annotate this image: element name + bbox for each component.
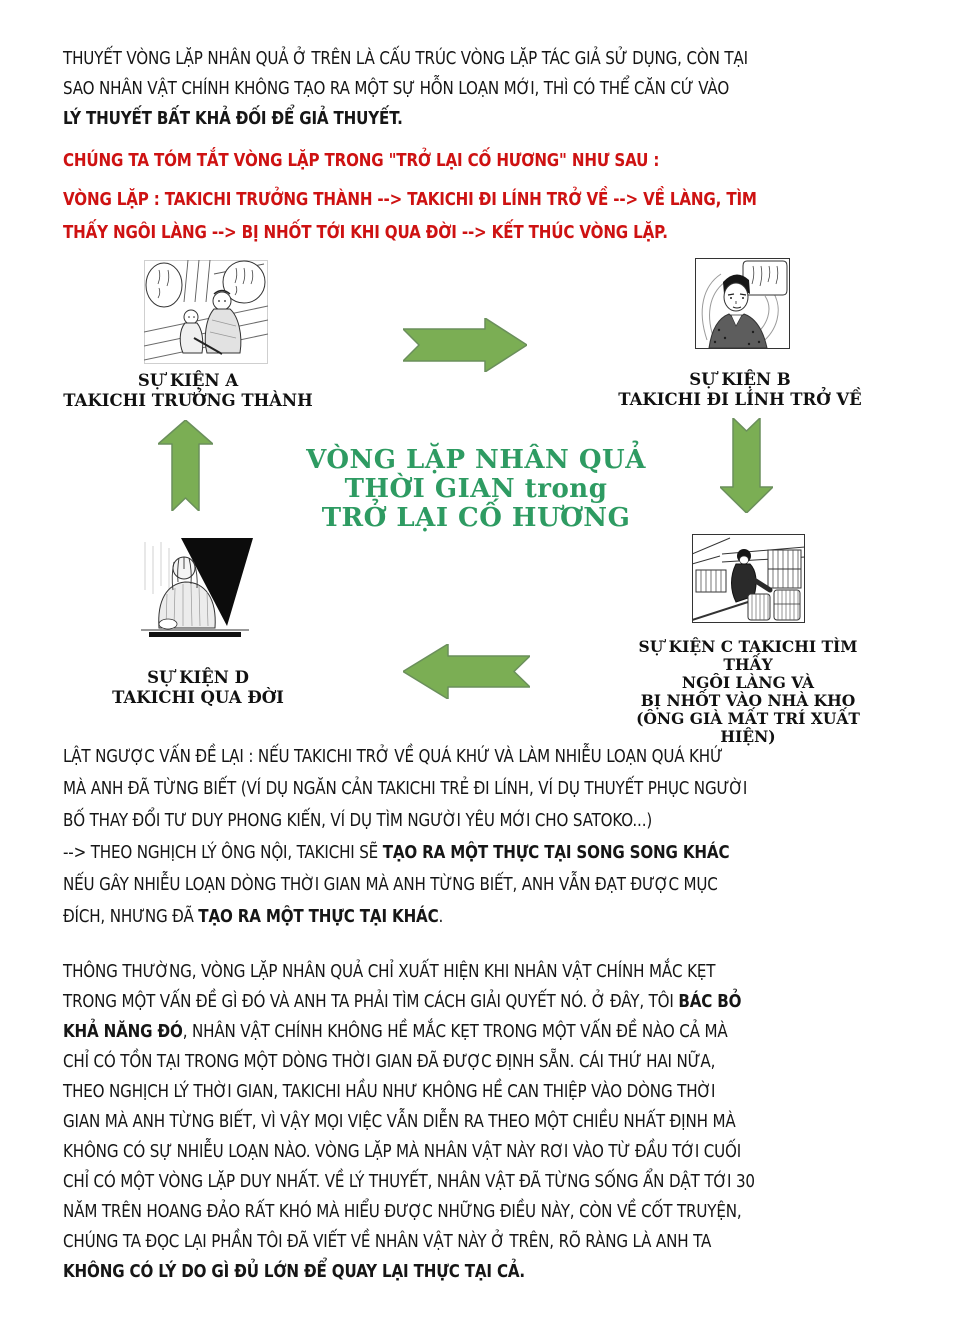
panel-c-image bbox=[692, 534, 805, 623]
panel-a-image bbox=[144, 260, 268, 364]
red-loop-paragraph: VÒNG LẶP : TAKICHI TRƯỞNG THÀNH --> TAKICHI ĐI LÍNH TRỞ VỀ --> VỀ LÀNG, TÌM THẤY NGÔI LÀNG --> BỊ NHỐT TỚI KHI QUA ĐỜI --> KẾT THÚC VÒNG LẶP. bbox=[63, 189, 757, 243]
causal-loop-diagram bbox=[0, 252, 960, 746]
panel-b-image bbox=[695, 258, 790, 349]
diagram-title: VÒNG LẶP NHÂN QUẢ THỜI GIAN trong TRỞ LẠI CỐ HƯƠNG bbox=[306, 445, 646, 533]
analysis-paragraph: THÔNG THƯỜNG, VÒNG LẶP NHÂN QUẢ CHỈ XUẤT HIỆN KHI NHÂN VẬT CHÍNH MẮC KẸT TRONG MỘT VẤN ĐỀ GÌ ĐÓ VÀ ANH TA PHẢI TÌM CÁCH GIẢI QUYẾT NÓ. Ở ĐÂY, TÔI BÁC BỎ KHẢ NĂNG ĐÓ, NHÂN VẬT CHÍNH KHÔNG HỀ MẮC KẸT TRONG MỘT VẤN ĐỀ NÀO CẢ MÀ CHỈ CÓ TỒN TẠI TRONG MỘT DÒNG THỜI GIAN ĐÃ ĐƯỢC ĐỊNH SẴN. CÁI THỨ HAI NỮA, THEO NGHỊCH LÝ THỜI GIAN, TAKICHI HẦU NHƯ KHÔNG HỀ CAN THIỆP VÀO DÒNG THỜI GIAN MÀ ANH TỪNG BIẾT, VÌ VẬY MỌI VIỆC VẪN DIỄN RA THEO MỘT CHIỀU NHẤT ĐỊNH MÀ KHÔNG CÓ SỰ NHIỄU LOẠN NÀO. VÒNG LẶP MÀ NHÂN VẬT NÀY RƠI VÀO TỪ ĐẦU TỚI CUỐI CHỈ CÓ MỘT VÒNG LẶP DUY NHẤT. VỀ LÝ THUYẾT, NHÂN VẬT ĐÃ TỪNG SỐNG ẨN DẬT TỚI 30 NĂM TRÊN HOANG ĐẢO RẤT KHÓ MÀ HIỂU ĐƯỢC NHỮNG ĐIỀU NÀY, CÒN VỀ CỐT TRUYỆN, CHÚNG TA ĐỌC LẠI PHẦN TÔI ĐÃ VIẾT VỀ NHÂN VẬT NÀY Ở TRÊN, RÕ RÀNG LÀ ANH TA KHÔNG CÓ LÝ DO GÌ ĐỦ LỚN ĐỂ QUAY LẠI THỰC TẠI CẢ. bbox=[63, 961, 755, 1282]
event-b-caption: SỰ KIỆN B TAKICHI ĐI LÍNH TRỞ VỀ bbox=[618, 370, 862, 409]
baskets bbox=[748, 590, 800, 620]
lattice-window-left bbox=[696, 570, 726, 592]
lattice-window-right bbox=[768, 550, 801, 588]
takichi-face bbox=[723, 274, 750, 311]
arrow-left-icon bbox=[403, 644, 530, 699]
reverse-paragraph: LẬT NGƯỢC VẤN ĐỀ LẠI : NẾU TAKICHI TRỞ VỀ QUÁ KHỨ VÀ LÀM NHIỄU LOẠN QUÁ KHỨ MÀ ANH ĐÃ TỪNG BIẾT (VÍ DỤ NGĂN CẢN TAKICHI TRẺ ĐI LÍNH, VÍ DỤ THUYẾT PHỤC NGƯỜI BỐ THAY ĐỔI TƯ DUY PHONG KIẾN, VÍ DỤ TÌM NGƯỜI YÊU MỚI CHO SATOKO...) --> THEO NGHỊCH LÝ ÔNG NỘI, TAKICHI SẼ TẠO RA MỘT THỰC TẠI SONG SONG KHÁC NẾU GÂY NHIỄU LOẠN DÒNG THỜI GIAN MÀ ANH TỪNG BIẾT, ANH VẪN ĐẠT ĐƯỢC MỤC ĐÍCH, NHƯNG ĐÃ TẠO RA MỘT THỰC TẠI KHÁC. bbox=[63, 746, 748, 927]
event-d-caption: SỰ KIỆN D TAKICHI QUA ĐỜI bbox=[112, 668, 284, 707]
floor-bar bbox=[149, 632, 241, 637]
red-heading: CHÚNG TA TÓM TẮT VÒNG LẶP TRONG "TRỞ LẠI CỐ HƯƠNG" NHƯ SAU : bbox=[63, 150, 660, 171]
intro-paragraph: THUYẾT VÒNG LẶP NHÂN QUẢ Ở TRÊN LÀ CẤU TRÚC VÒNG LẶP TÁC GIẢ SỬ DỤNG, CÒN TẠI SAO NHÂN VẬT CHÍNH KHÔNG TẠO RA MỘT SỰ HỖN LOẠN MỚI, THÌ CÓ THỂ CĂN CỨ VÀO LÝ THUYẾT BẤT KHẢ ĐỐI ĐỂ GIẢ THUYẾT. bbox=[63, 48, 748, 129]
arrow-up-icon bbox=[158, 420, 213, 511]
arrow-down-icon bbox=[720, 418, 773, 513]
panel-d-image bbox=[135, 534, 255, 640]
speech-bubble-left bbox=[146, 263, 182, 307]
event-c-caption: SỰ KIỆN C TAKICHI TÌM THẤY NGÔI LÀNG VÀ BỊ NHỐT VÀO NHÀ KHO (ÔNG GIÀ MẤT TRÍ XUẤT HIỆN) bbox=[636, 637, 860, 746]
arrow-right-icon bbox=[403, 318, 527, 372]
event-a-caption: SỰ KIỆN A TAKICHI TRƯỞNG THÀNH bbox=[63, 371, 313, 410]
